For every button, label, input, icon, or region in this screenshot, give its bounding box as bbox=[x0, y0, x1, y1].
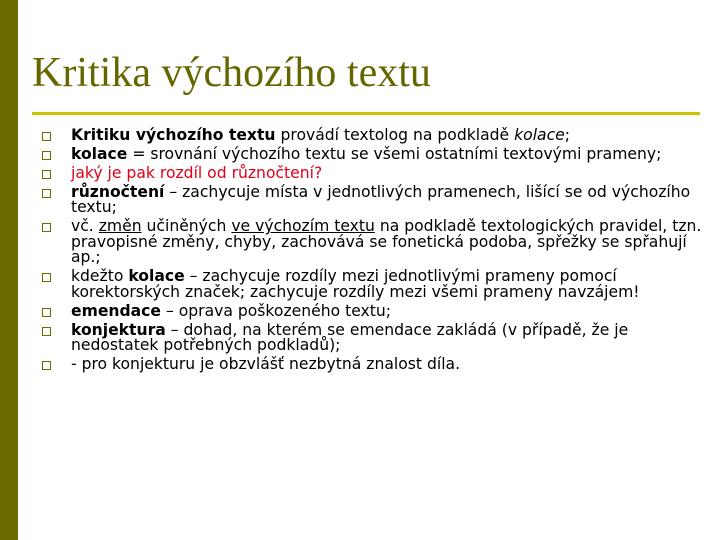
bullet-item bbox=[42, 182, 702, 217]
bullet-italic: kolace bbox=[514, 126, 565, 144]
bullet-item bbox=[42, 357, 702, 373]
bullet-text: – zachycuje rozdíly mezi jednotlivými prameny pomocí korektorských značek; zachycuje rozdíly mezi všemi prameny navzájem! bbox=[71, 267, 640, 301]
square-bullet-icon bbox=[42, 189, 51, 198]
bullet-text-tail: ; bbox=[564, 126, 571, 144]
bullet-text: = srovnání výchozího textu se všemi ostatními textovými prameny; bbox=[127, 144, 662, 163]
bullet-underlined-text: ve výchozím textu bbox=[231, 217, 375, 236]
bullet-item bbox=[42, 320, 702, 355]
square-bullet-icon bbox=[42, 151, 51, 160]
bullet-term: konjektura bbox=[71, 320, 166, 339]
bullet-text: – dohad, na kterém se emendace zakládá (v případě, že je nedostatek potřebných podkladů); bbox=[71, 320, 629, 355]
bullet-term: kolace bbox=[128, 267, 185, 286]
square-bullet-icon bbox=[42, 327, 51, 336]
bullet-text-prefix: vč. bbox=[71, 217, 99, 236]
bullet-list bbox=[42, 128, 702, 376]
bullet-term: různočtení bbox=[71, 182, 165, 201]
square-bullet-icon bbox=[42, 223, 51, 232]
bullet-text: provádí textolog na podkladě bbox=[275, 126, 515, 144]
bullet-item bbox=[42, 269, 702, 300]
bullet-text: - pro konjekturu je obzvlášť nezbytná znalost díla. bbox=[71, 355, 461, 374]
bullet-item bbox=[42, 128, 702, 144]
bullet-text-prefix: kdežto bbox=[71, 267, 129, 286]
square-bullet-icon bbox=[42, 273, 51, 282]
bullet-text: – oprava poškozeného textu; bbox=[161, 301, 392, 320]
bullet-underlined-text: změn bbox=[98, 217, 142, 236]
square-bullet-icon bbox=[42, 132, 51, 141]
bullet-text: – zachycuje místa v jednotlivých pramenech, lišící se od výchozího textu; bbox=[71, 182, 691, 217]
bullet-question-red: jaký je pak rozdíl od různočtení? bbox=[71, 163, 323, 182]
bullet-term: kolace bbox=[71, 144, 128, 163]
square-bullet-icon bbox=[42, 308, 51, 317]
bullet-item bbox=[42, 301, 702, 320]
bullet-term: emendace bbox=[71, 301, 162, 320]
slide-title: Kritika výchozího textu bbox=[32, 50, 431, 96]
title-underline-rule bbox=[32, 112, 700, 115]
bullet-item bbox=[42, 144, 702, 163]
square-bullet-icon bbox=[42, 361, 51, 370]
bullet-text: na podkladě textologických pravidel, tzn. pravopisné změny, chyby, zachovává se fonetická podoba, spřežky se spřahují ap.; bbox=[71, 217, 702, 267]
decorative-side-bar bbox=[0, 0, 18, 540]
bullet-item bbox=[42, 219, 702, 266]
bullet-item bbox=[42, 163, 702, 182]
square-bullet-icon bbox=[42, 170, 51, 179]
bullet-term: Kritiku výchozího textu bbox=[71, 126, 276, 144]
bullet-text-middle: učiněných bbox=[141, 217, 232, 236]
